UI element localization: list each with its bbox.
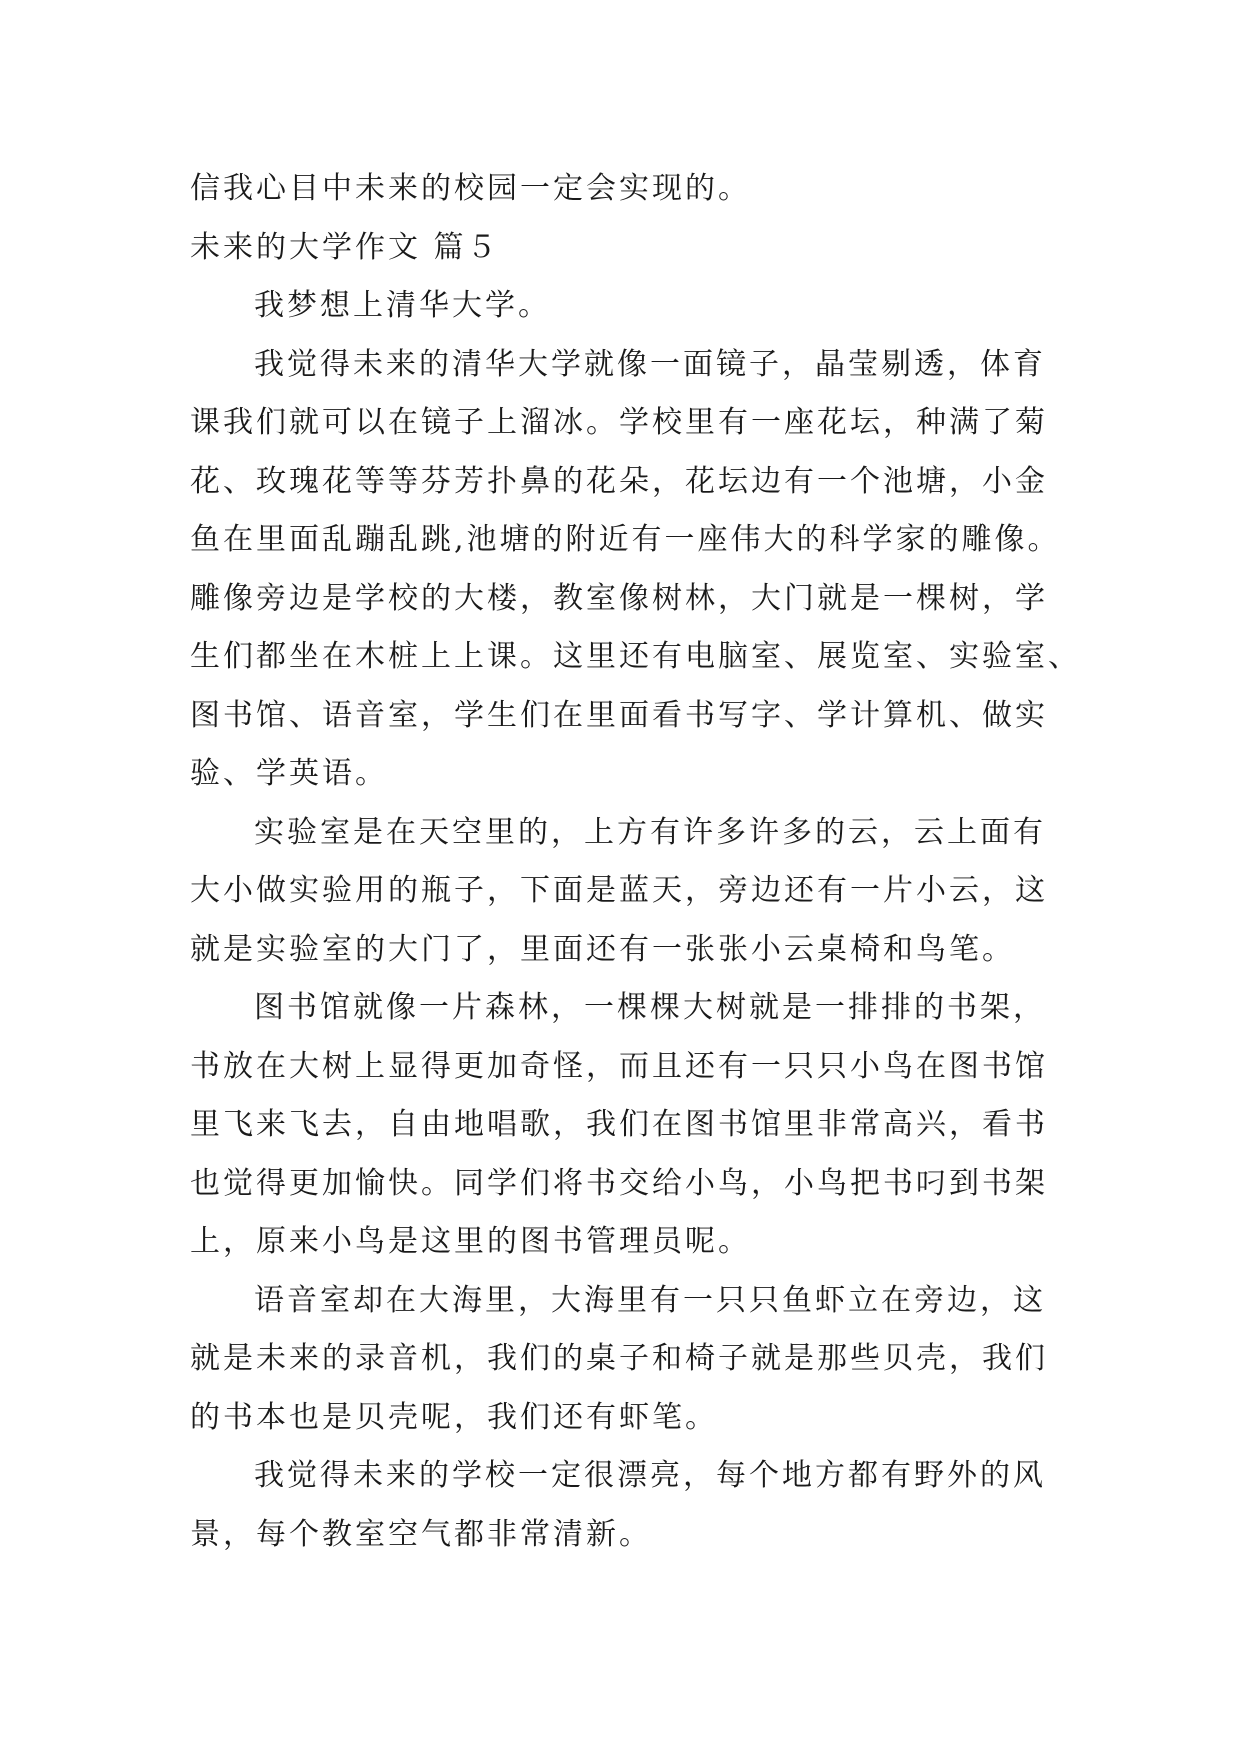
paragraph-line: 也觉得更加愉快。同学们将书交给小鸟，小鸟把书叼到书架 [190, 1165, 1048, 1201]
paragraph-line: 语音室却在大海里，大海里有一只只鱼虾立在旁边，这 [254, 1282, 1046, 1318]
section-title: 未来的大学作文 篇５ [190, 229, 500, 265]
paragraph-6 [190, 1447, 1060, 1564]
paragraph-line: 实验室是在天空里的，上方有许多许多的云，云上面有 [254, 814, 1046, 850]
paragraph-line: 图书馆就像一片森林，一棵棵大树就是一排排的书架， [254, 990, 1046, 1025]
paragraph-line: 验、学英语。 [190, 756, 388, 791]
paragraph-line: 图书馆、语音室，学生们在里面看书写字、学计算机、做实 [190, 697, 1048, 733]
paragraph-line: 书放在大树上显得更加奇怪，而且还有一只只小鸟在图书馆 [190, 1048, 1048, 1084]
paragraph-4 [190, 979, 1060, 1272]
paragraph-1 [190, 277, 1060, 336]
paragraph-line: 的书本也是贝壳呢，我们还有虾笔。 [190, 1399, 718, 1435]
paragraph-2 [190, 336, 1081, 804]
paragraph-line: 就是未来的录音机，我们的桌子和椅子就是那些贝壳，我们 [190, 1341, 1048, 1376]
paragraph-line: 我梦想上清华大学。 [254, 288, 551, 323]
paragraph-line: 我觉得未来的学校一定很漂亮，每个地方都有野外的风 [254, 1458, 1046, 1493]
paragraph-line: 大小做实验用的瓶子，下面是蓝天，旁边还有一片小云，这 [190, 873, 1048, 908]
paragraph-line: 里飞来飞去，自由地唱歌，我们在图书馆里非常高兴，看书 [190, 1107, 1048, 1142]
paragraph-line: 景，每个教室空气都非常清新。 [190, 1516, 652, 1552]
continuation-line: 信我心目中未来的校园一定会实现的。 [190, 171, 751, 206]
paragraph-line: 花、玫瑰花等等芬芳扑鼻的花朵，花坛边有一个池塘，小金 [190, 463, 1048, 499]
document-body [190, 160, 1081, 1564]
paragraph-line: 鱼在里面乱蹦乱跳,池塘的附近有一座伟大的科学家的雕像。 [190, 522, 1061, 557]
paragraph-line: 我觉得未来的清华大学就像一面镜子，晶莹剔透，体育 [254, 346, 1046, 382]
paragraph-3 [190, 804, 1060, 980]
paragraph-line: 雕像旁边是学校的大楼，教室像树林，大门就是一棵树，学 [190, 580, 1048, 616]
paragraph-line: 就是实验室的大门了，里面还有一张张小云桌椅和鸟笔。 [190, 931, 1015, 967]
paragraph-line: 上，原来小鸟是这里的图书管理员呢。 [190, 1224, 751, 1259]
paragraph-line: 生们都坐在木桩上上课。这里还有电脑室、展览室、实验室、 [190, 639, 1081, 674]
paragraph-line: 课我们就可以在镜子上溜冰。学校里有一座花坛，种满了菊 [190, 405, 1048, 440]
paragraph-5 [190, 1272, 1060, 1448]
